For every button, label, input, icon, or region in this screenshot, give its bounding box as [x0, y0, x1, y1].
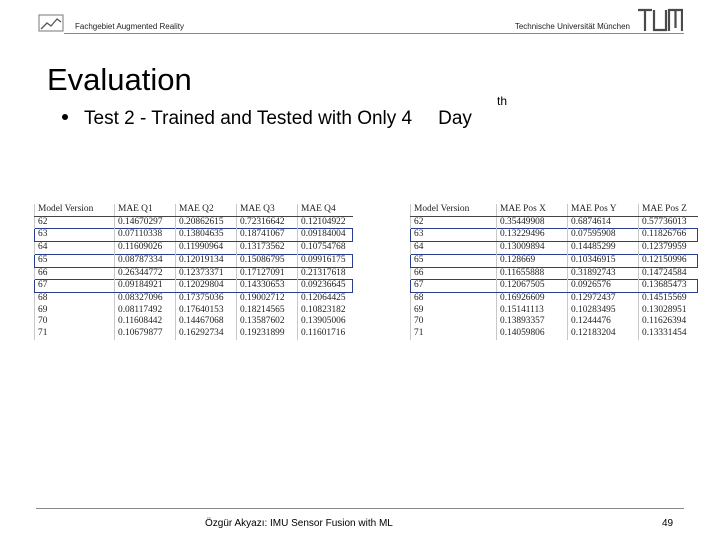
table-cell: 0.12379959 — [639, 242, 698, 255]
table-row — [35, 216, 353, 229]
table-cell: 0.18741067 — [237, 229, 298, 242]
table-cell: 71 — [35, 328, 115, 340]
table-cell: 0.57736013 — [639, 216, 698, 229]
table-cell: 69 — [411, 305, 497, 317]
table-row — [411, 316, 698, 328]
footer-author: Özgür Akyazı: IMU Sensor Fusion with ML — [205, 518, 393, 529]
column-header: MAE Q1 — [115, 204, 176, 216]
table-row — [35, 254, 353, 267]
slide-title: Evaluation — [47, 62, 192, 97]
table-cell: 0.14515569 — [639, 292, 698, 304]
bullet-suffix: Day — [438, 108, 472, 129]
table-cell: 0.14059806 — [497, 328, 568, 340]
table-cell: 0.13173562 — [237, 242, 298, 255]
table-row — [411, 254, 698, 267]
table-row — [411, 216, 698, 229]
table-cell: 0.16292734 — [176, 328, 237, 340]
table-row — [35, 280, 353, 293]
table-cell: 0.11609026 — [115, 242, 176, 255]
table-cell: 0.12064425 — [298, 292, 353, 304]
table-cell: 0.17640153 — [176, 305, 237, 317]
table-cell: 0.13685473 — [639, 280, 698, 293]
table-cell: 0.26344772 — [115, 267, 176, 280]
table-cell: 0.12373371 — [176, 267, 237, 280]
table-cell: 0.6874614 — [568, 216, 639, 229]
table-cell: 0.11601716 — [298, 328, 353, 340]
table-cell: 0.17375036 — [176, 292, 237, 304]
table-cell: 63 — [35, 229, 115, 242]
table-cell: 0.14670297 — [115, 216, 176, 229]
table-cell: 0.10823182 — [298, 305, 353, 317]
table-cell: 68 — [411, 292, 497, 304]
position-error-table — [410, 204, 698, 340]
table-cell: 0.1244476 — [568, 316, 639, 328]
table-cell: 62 — [35, 216, 115, 229]
column-header: MAE Pos Y — [568, 204, 639, 216]
tum-logo-icon — [637, 8, 683, 32]
table-cell: 0.10679877 — [115, 328, 176, 340]
table-cell: 0.13587602 — [237, 316, 298, 328]
table-cell: 0.15086795 — [237, 254, 298, 267]
table-cell: 0.128669 — [497, 254, 568, 267]
table-cell: 0.14330653 — [237, 280, 298, 293]
table-cell: 0.08117492 — [115, 305, 176, 317]
header-department: Fachgebiet Augmented Reality — [75, 22, 184, 31]
table-cell: 0.14485299 — [568, 242, 639, 255]
table-row — [35, 328, 353, 340]
table-cell: 69 — [35, 305, 115, 317]
table-cell: 0.07110338 — [115, 229, 176, 242]
table-cell: 0.11826766 — [639, 229, 698, 242]
table-cell: 0.14467068 — [176, 316, 237, 328]
table-cell: 0.13028951 — [639, 305, 698, 317]
table-row — [411, 242, 698, 255]
table-cell: 67 — [411, 280, 497, 293]
table-cell: 0.12150996 — [639, 254, 698, 267]
table-cell: 0.13229496 — [497, 229, 568, 242]
table-row — [35, 229, 353, 242]
table-cell: 0.13905006 — [298, 316, 353, 328]
table-header-row — [35, 204, 353, 216]
table-cell: 0.10754768 — [298, 242, 353, 255]
table-cell: 0.31892743 — [568, 267, 639, 280]
table-cell: 0.08327096 — [115, 292, 176, 304]
bullet-text: Test 2 - Trained and Tested with Only 4 — [84, 108, 413, 129]
table-row — [35, 242, 353, 255]
table-row — [411, 292, 698, 304]
column-header: MAE Q3 — [237, 204, 298, 216]
table-cell: 0.13804635 — [176, 229, 237, 242]
table-cell: 0.72316642 — [237, 216, 298, 229]
column-header: Model Version — [411, 204, 497, 216]
table-cell: 65 — [35, 254, 115, 267]
table-row — [35, 292, 353, 304]
footer-divider — [36, 508, 684, 509]
table-cell: 0.16926609 — [497, 292, 568, 304]
table-cell: 0.19231899 — [237, 328, 298, 340]
augmented-reality-logo-icon — [38, 14, 64, 32]
table-cell: 0.21317618 — [298, 267, 353, 280]
table-cell: 66 — [35, 267, 115, 280]
page-number: 49 — [662, 518, 674, 529]
table-cell: 65 — [411, 254, 497, 267]
bullet-dot-icon — [62, 114, 68, 120]
column-header: MAE Q4 — [298, 204, 353, 216]
header-divider — [64, 33, 684, 34]
table-row — [411, 267, 698, 280]
table-row — [411, 305, 698, 317]
table-cell: 0.19002712 — [237, 292, 298, 304]
table-cell: 67 — [35, 280, 115, 293]
table-cell: 0.13009894 — [497, 242, 568, 255]
header-university: Technische Universität München — [514, 22, 630, 31]
table-cell: 0.09916175 — [298, 254, 353, 267]
table-cell: 0.12183204 — [568, 328, 639, 340]
table-cell: 0.10283495 — [568, 305, 639, 317]
table-cell: 0.11990964 — [176, 242, 237, 255]
table-header-row — [411, 204, 698, 216]
table-row — [35, 267, 353, 280]
table-cell: 70 — [411, 316, 497, 328]
table-cell: 0.20862615 — [176, 216, 237, 229]
table-cell: 0.09184004 — [298, 229, 353, 242]
table-cell: 63 — [411, 229, 497, 242]
table-cell: 0.12972437 — [568, 292, 639, 304]
table-cell: 64 — [411, 242, 497, 255]
table-cell: 0.11608442 — [115, 316, 176, 328]
table-cell: 0.12067505 — [497, 280, 568, 293]
table-cell: 66 — [411, 267, 497, 280]
table-cell: 0.15141113 — [497, 305, 568, 317]
table-cell: 0.09184921 — [115, 280, 176, 293]
table-cell: 0.11655888 — [497, 267, 568, 280]
table-cell: 71 — [411, 328, 497, 340]
table-cell: 0.09236645 — [298, 280, 353, 293]
table-cell: 0.18214565 — [237, 305, 298, 317]
table-row — [35, 316, 353, 328]
bullet-item — [62, 108, 472, 130]
table-cell: 0.35449908 — [497, 216, 568, 229]
table-row — [411, 280, 698, 293]
table-cell: 0.13331454 — [639, 328, 698, 340]
table-cell: 0.13893357 — [497, 316, 568, 328]
table-cell: 0.17127091 — [237, 267, 298, 280]
table-cell: 0.08787334 — [115, 254, 176, 267]
column-header: MAE Pos Z — [639, 204, 698, 216]
table-cell: 62 — [411, 216, 497, 229]
column-header: Model Version — [35, 204, 115, 216]
table-row — [411, 328, 698, 340]
table-row — [35, 305, 353, 317]
table-cell: 0.12029804 — [176, 280, 237, 293]
table-cell: 70 — [35, 316, 115, 328]
table-row — [411, 229, 698, 242]
bullet-superscript: th — [497, 94, 508, 108]
table-cell: 0.0926576 — [568, 280, 639, 293]
orientation-error-table — [34, 204, 353, 340]
table-cell: 0.12019134 — [176, 254, 237, 267]
table-cell: 0.11626394 — [639, 316, 698, 328]
table-cell: 0.14724584 — [639, 267, 698, 280]
column-header: MAE Q2 — [176, 204, 237, 216]
column-header: MAE Pos X — [497, 204, 568, 216]
table-cell: 0.12104922 — [298, 216, 353, 229]
table-cell: 64 — [35, 242, 115, 255]
table-cell: 68 — [35, 292, 115, 304]
table-cell: 0.07595908 — [568, 229, 639, 242]
table-cell: 0.10346915 — [568, 254, 639, 267]
